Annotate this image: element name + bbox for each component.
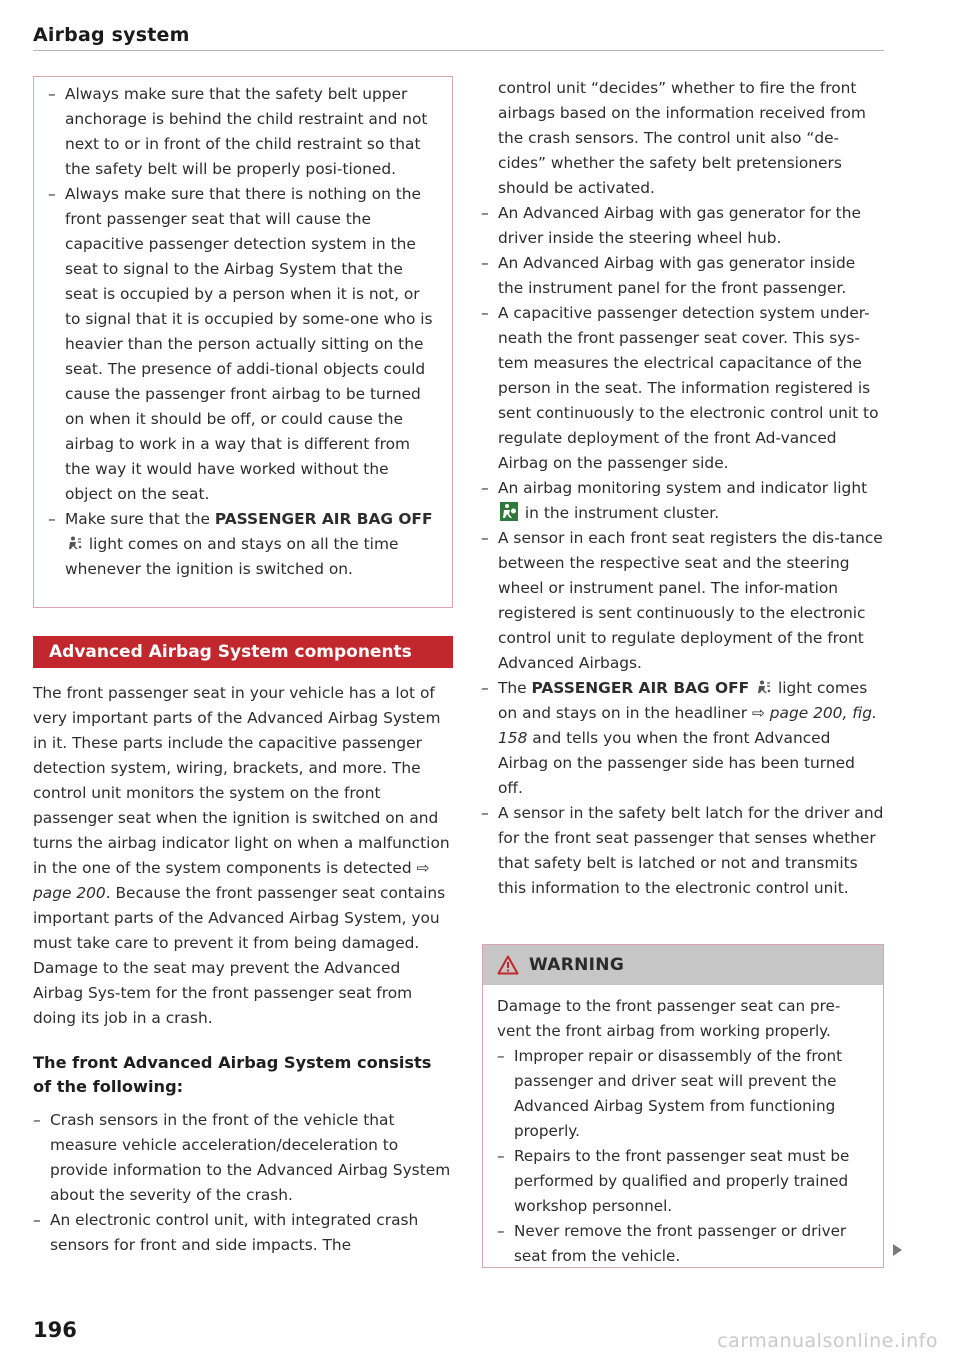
text: An airbag monitoring system and indicator light [498, 479, 868, 497]
continuation-paragraph: control unit “decides” whether to fire the front airbags based on the information received from the crash sensors. The control unit also “de-cides” whether the safety belt pretensioners should be activated. [498, 79, 866, 197]
list-item: – A sensor in each front seat registers the dis-tance between the respective seat and the steering wheel or instrument panel. The infor-mation registered is sent continuously to the electronic control unit to regulate deployment of the front Advanced Airbags. [481, 526, 884, 676]
text: Make sure that the [65, 510, 215, 528]
list-item: – An Advanced Airbag with gas generator for the driver inside the steering wheel hub. [481, 201, 884, 251]
header-divider [33, 50, 884, 51]
list-item: – A sensor in the safety belt latch for the driver and for the front seat passenger that senses whether that safety belt is latched or not and transmits this information to the electronic control unit. [481, 801, 884, 901]
list-item [48, 507, 438, 582]
text: and tells you when the front Advanced Airbag on the passenger side has been turned off. [498, 729, 855, 797]
intro-paragraph [33, 681, 453, 1031]
bold-text: PASSENGER AIR BAG OFF [214, 510, 433, 528]
page-reference-link[interactable]: ⇨ page 200 [33, 859, 430, 902]
text: The [498, 679, 532, 697]
list-item: – An electronic control unit, with integrated crash sensors for front and side impacts. The [33, 1208, 453, 1258]
text: light comes on and stays on in the headliner [498, 679, 868, 722]
caution-box [33, 76, 453, 608]
list-item: – A capacitive passenger detection system under-neath the front passenger seat cover. This sys-tem measures the electrical capacitance of the person in the seat. The information registered is sent continuously to the electronic control unit to regulate deployment of the front Ad-vanced Airbag on the passenger side. [481, 301, 884, 476]
warning-triangle-icon [497, 955, 519, 975]
list-item: – Crash sensors in the front of the vehicle that measure vehicle acceleration/deceleration to provide information to the Advanced Airbag System about the severity of the crash. [33, 1108, 453, 1208]
list-item: – Always make sure that the safety belt upper anchorage is behind the child restraint and not next to or in front of the child restraint so that the safety belt will be properly posi-tioned. [48, 82, 438, 182]
warning-intro: Damage to the front passenger seat can pre-vent the front airbag from working properly. [497, 997, 841, 1040]
airbag-indicator-light-icon [500, 502, 518, 521]
list-item [481, 676, 884, 801]
continue-arrow-icon[interactable] [893, 1244, 902, 1256]
text: The front passenger seat in your vehicle has a lot of very important parts of the Advanced Airbag System in it. These parts include the capacitive passenger detection system, wiring, brackets, and more. The control unit monitors the system on the front passenger seat when the ignition is switched on and turns the airbag indicator light on when a malfunction in the one of the system components is detected [33, 684, 450, 877]
bold-text: PASSENGER AIR BAG OFF [531, 679, 750, 697]
page-number: 196 [33, 1318, 77, 1342]
warning-body [483, 985, 883, 1269]
page-reference-link[interactable]: ⇨ page 200, fig. 158 [498, 704, 877, 747]
warning-box [482, 944, 884, 1268]
list-item: – Never remove the front passenger or driver seat from the vehicle. [497, 1219, 871, 1269]
subheading: The front Advanced Airbag System consists of the following: [33, 1053, 432, 1096]
warning-title: WARNING [529, 955, 625, 975]
list-item [481, 476, 884, 526]
right-column [481, 76, 884, 901]
watermark: carmanualsonline.info [717, 1330, 938, 1352]
passenger-airbag-off-icon [756, 680, 771, 694]
section-heading: Advanced Airbag System components [33, 636, 453, 668]
warning-header [483, 945, 883, 985]
passenger-airbag-off-icon [67, 536, 82, 550]
text: . Because the front passenger seat contains important parts of the Advanced Airbag System, you must take care to prevent it from being damaged. Damage to the seat may prevent the Advanced Airbag Sys-tem for the front passenger seat from doing its job in a crash. [33, 884, 446, 1027]
list-item: – An Advanced Airbag with gas generator inside the instrument panel for the front passenger. [481, 251, 884, 301]
list-item: – Always make sure that there is nothing on the front passenger seat that will cause the capacitive passenger detection system in the seat to signal to the Airbag System that the seat is occupied by a person when it is not, or to signal that it is occupied by some-one who is heavier than the person actually sitting on the seat. The presence of addi-tional objects could cause the passenger front airbag to be turned on when it should be off, or could cause the airbag to work in a way that is different from the way it would have worked without the object on the seat. [48, 182, 438, 507]
text: light comes on and stays on all the time whenever the ignition is switched on. [65, 535, 399, 578]
page-header-title: Airbag system [33, 24, 190, 46]
list-item: – Repairs to the front passenger seat must be performed by qualified and properly trained workshop personnel. [497, 1144, 871, 1219]
text: in the instrument cluster. [520, 504, 720, 522]
left-column [33, 681, 453, 1258]
list-item: – Improper repair or disassembly of the front passenger and driver seat will prevent the Advanced Airbag System from functioning properly. [497, 1044, 871, 1144]
